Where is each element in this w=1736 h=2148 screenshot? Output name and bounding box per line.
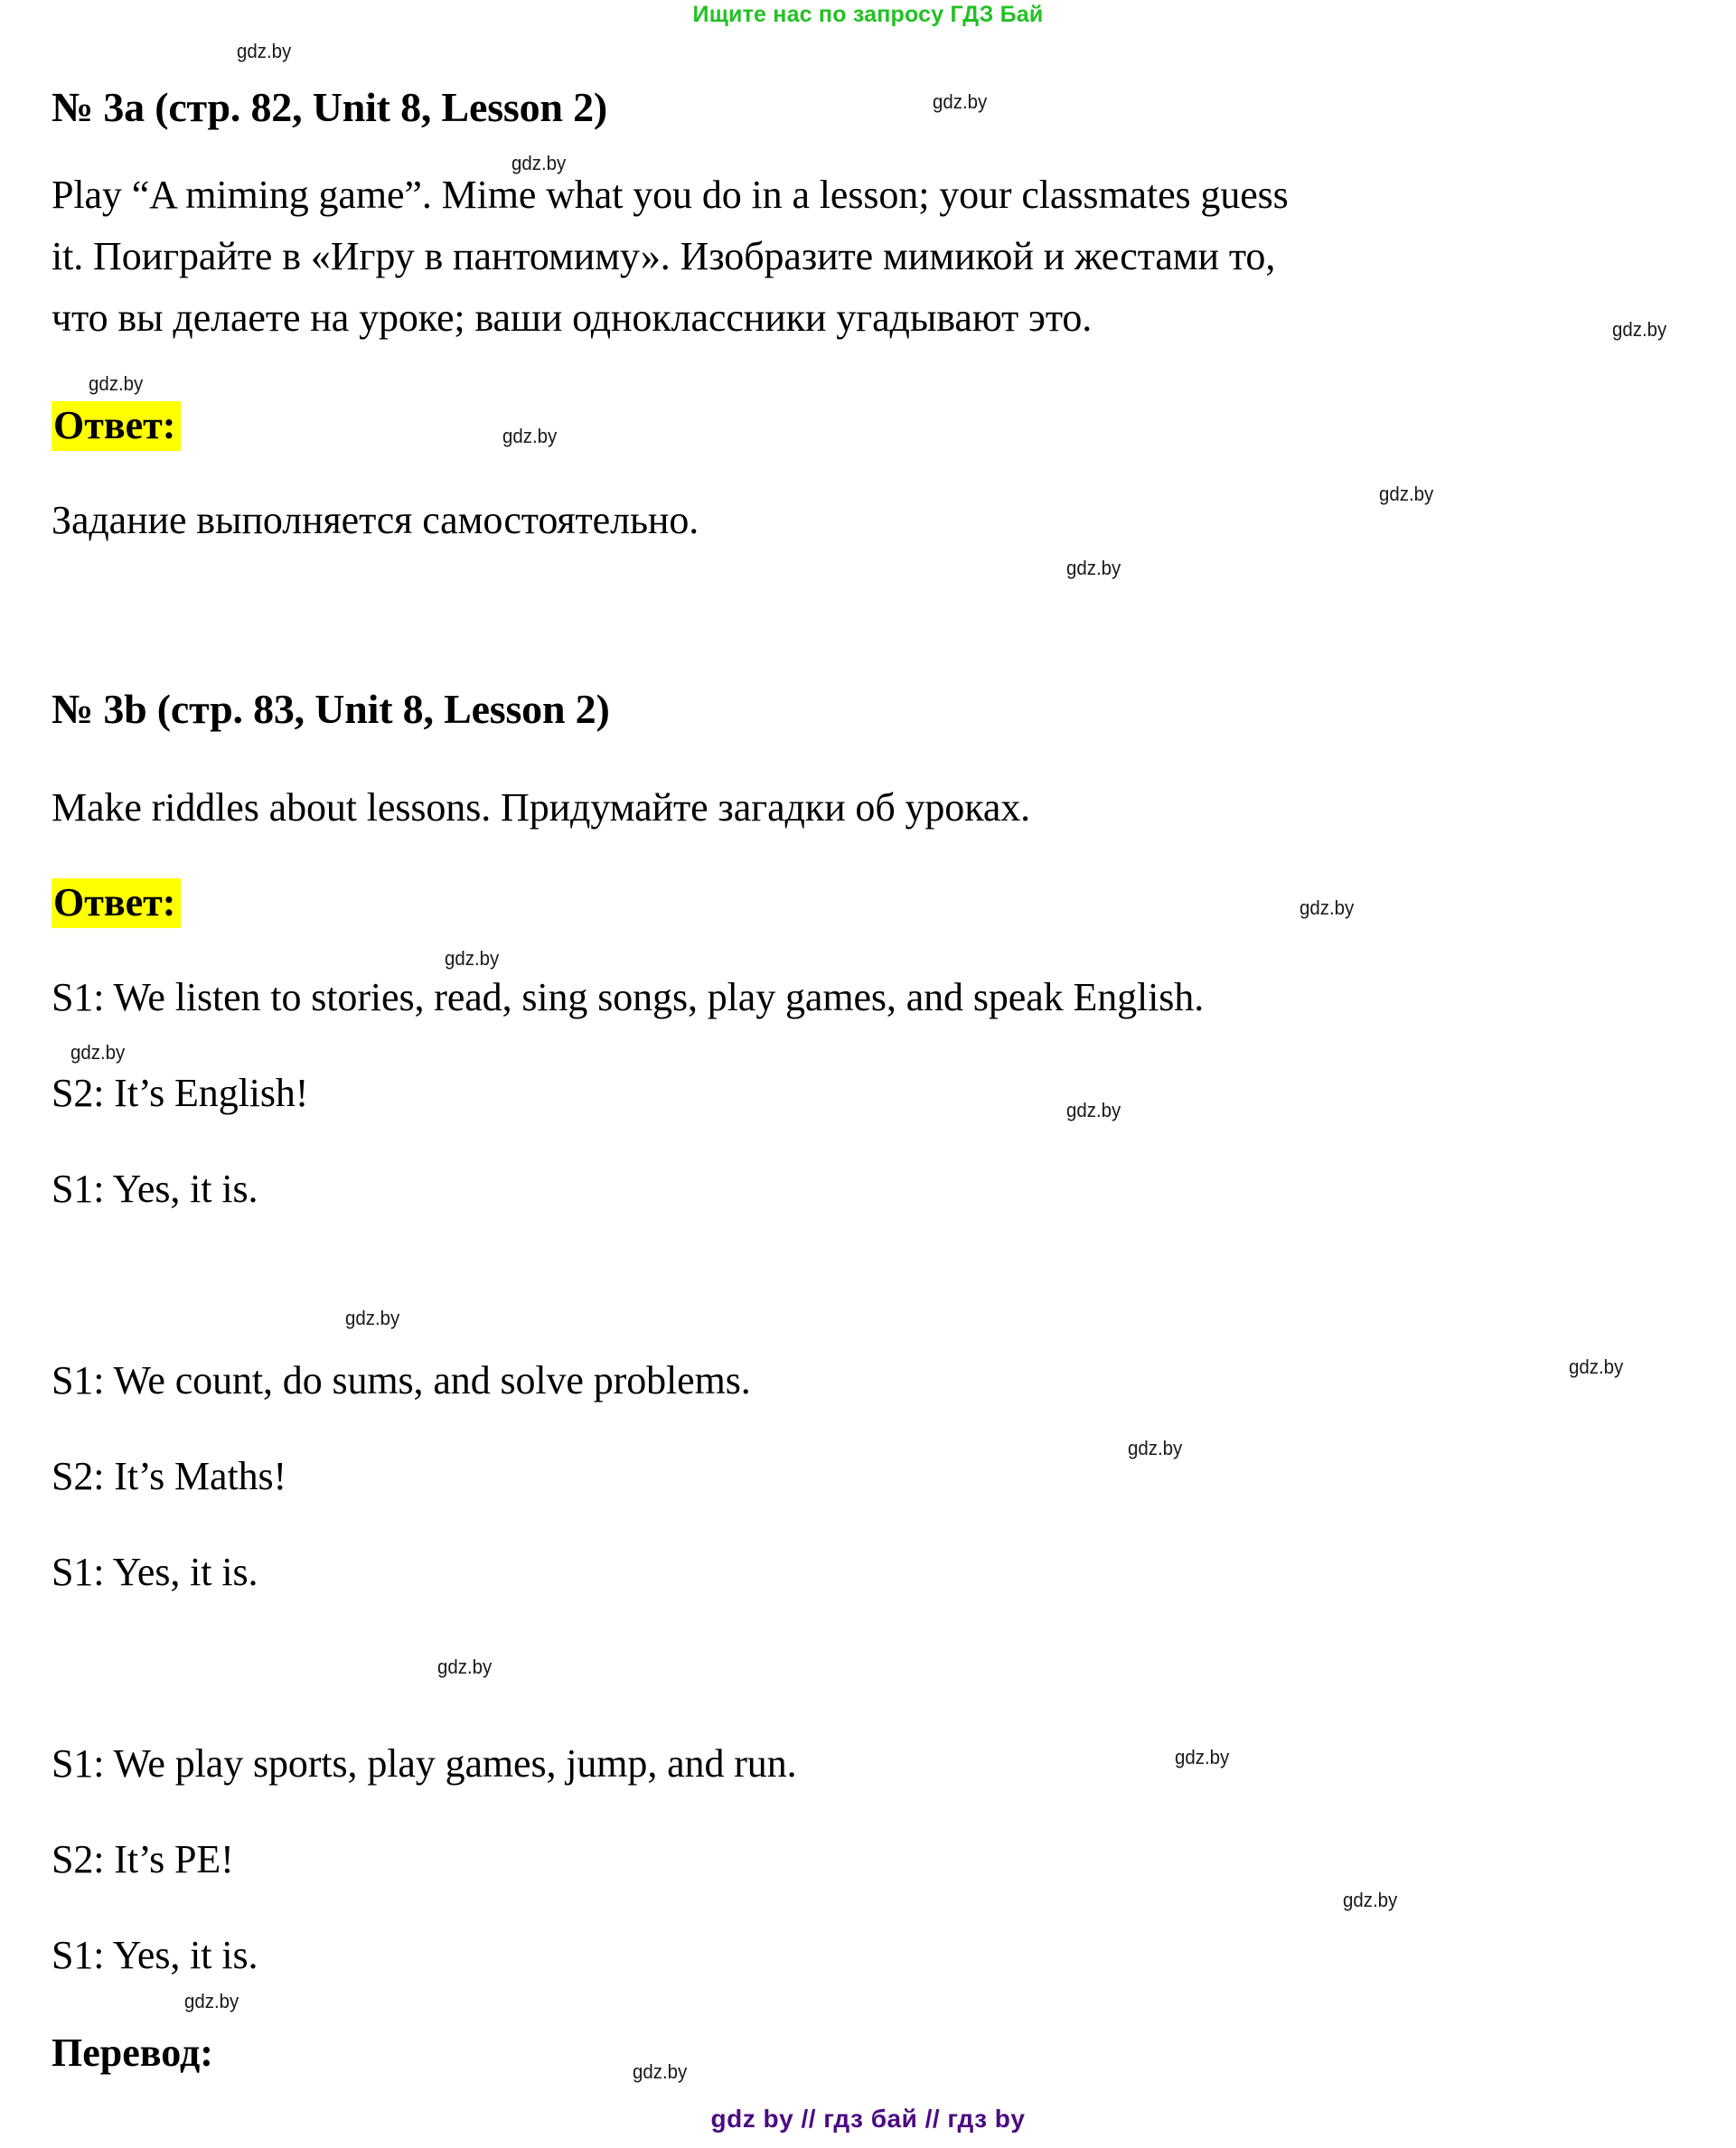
dialogue-text: S1: Yes, it is.	[52, 1167, 258, 1211]
watermark-gdz: gdz.by	[502, 425, 558, 447]
watermark-gdz: gdz.by	[1343, 1889, 1398, 1911]
exercise-3a-answer-label-row	[52, 401, 1705, 451]
dialogue-text: S1: We play sports, play games, jump, and run.	[52, 1741, 797, 1786]
dialogue-text: S1: We listen to stories, read, sing songs, play games, and speak English.	[52, 975, 1205, 1019]
dialogue-2-line-2	[52, 1454, 1705, 1498]
translation-label: Перевод:	[52, 2031, 213, 2075]
exercise-3a-heading: № 3a (стр. 82, Unit 8, Lesson 2)	[52, 84, 608, 130]
dialogue-text: S2: It’s PE!	[52, 1837, 234, 1881]
promo-banner: Ищите нас по запросу ГДЗ Бай	[692, 2, 1044, 27]
dialogue-2-line-1	[52, 1358, 1705, 1402]
watermark-gdz: gdz.by	[89, 372, 144, 395]
watermark-gdz: gdz.by	[437, 1656, 493, 1678]
watermark-gdz: gdz.by	[511, 152, 567, 174]
dialogue-3-line-2	[52, 1837, 1705, 1881]
watermark-gdz: gdz.by	[184, 1990, 239, 2012]
watermark-gdz: gdz.by	[1300, 896, 1355, 919]
answer-label-badge: Ответ:	[52, 878, 181, 928]
watermark-gdz: gdz.by	[633, 2060, 688, 2083]
watermark-gdz: gdz.by	[345, 1307, 400, 1329]
dialogue-text: S1: Yes, it is.	[52, 1933, 258, 1977]
exercise-3a-task-line-3	[52, 295, 1705, 340]
watermark-gdz: gdz.by	[1379, 483, 1434, 505]
exercise-3b-heading: № 3b (стр. 83, Unit 8, Lesson 2)	[52, 686, 610, 732]
answer-label-badge: Ответ:	[52, 401, 181, 451]
dialogue-1-line-3	[52, 1169, 1705, 1209]
task-text: it. Поиграйте в «Игру в пантомиму». Изобразите мимикой и жестами то,	[52, 234, 1276, 278]
dialogue-text: S2: It’s Maths!	[52, 1454, 287, 1498]
exercise-3b-answer-label-row	[52, 878, 1705, 928]
watermark-gdz: gdz.by	[70, 1041, 126, 1064]
translation-label-row	[52, 2033, 1705, 2073]
watermark-gdz: gdz.by	[1066, 557, 1121, 579]
watermark-gdz: gdz.by	[1066, 1099, 1121, 1121]
exercise-3a-task-line-1	[52, 175, 1705, 215]
exercise-3b-task-row	[52, 785, 1705, 830]
exercise-3a-task-line-2	[52, 234, 1705, 278]
dialogue-1-line-2	[52, 1071, 1705, 1115]
watermark-gdz: gdz.by	[1569, 1355, 1624, 1378]
dialogue-1-line-1	[52, 975, 1705, 1019]
watermark-gdz: gdz.by	[1612, 318, 1667, 341]
dialogue-text: S1: We count, do sums, and solve problems.	[52, 1358, 751, 1402]
dialogue-2-line-3	[52, 1552, 1705, 1592]
task-text: что вы делаете на уроке; ваши одноклассники угадывают это.	[52, 295, 1093, 340]
watermark-gdz: gdz.by	[933, 90, 988, 113]
watermark-gdz: gdz.by	[1175, 1746, 1230, 1768]
exercise-3a-answer-row	[52, 498, 1705, 542]
exercise-3b-heading-row	[52, 686, 1705, 732]
dialogue-3-line-3	[52, 1933, 1705, 1977]
watermark-gdz: gdz.by	[1128, 1437, 1183, 1459]
answer-text: Задание выполняется самостоятельно.	[52, 498, 699, 542]
exercise-3a-heading-row	[52, 84, 1705, 130]
dialogue-3-line-1	[52, 1741, 1705, 1786]
site-footer: gdz by // гдз бай // гдз by	[710, 2105, 1026, 2133]
dialogue-text: S2: It’s English!	[52, 1071, 309, 1115]
task-text: Play “A miming game”. Mime what you do in a lesson; your classmates guess	[52, 173, 1289, 217]
watermark-gdz: gdz.by	[445, 947, 500, 970]
dialogue-text: S1: Yes, it is.	[52, 1550, 258, 1594]
watermark-gdz: gdz.by	[237, 40, 292, 62]
task-text: Make riddles about lessons. Придумайте загадки об уроках.	[52, 785, 1031, 830]
